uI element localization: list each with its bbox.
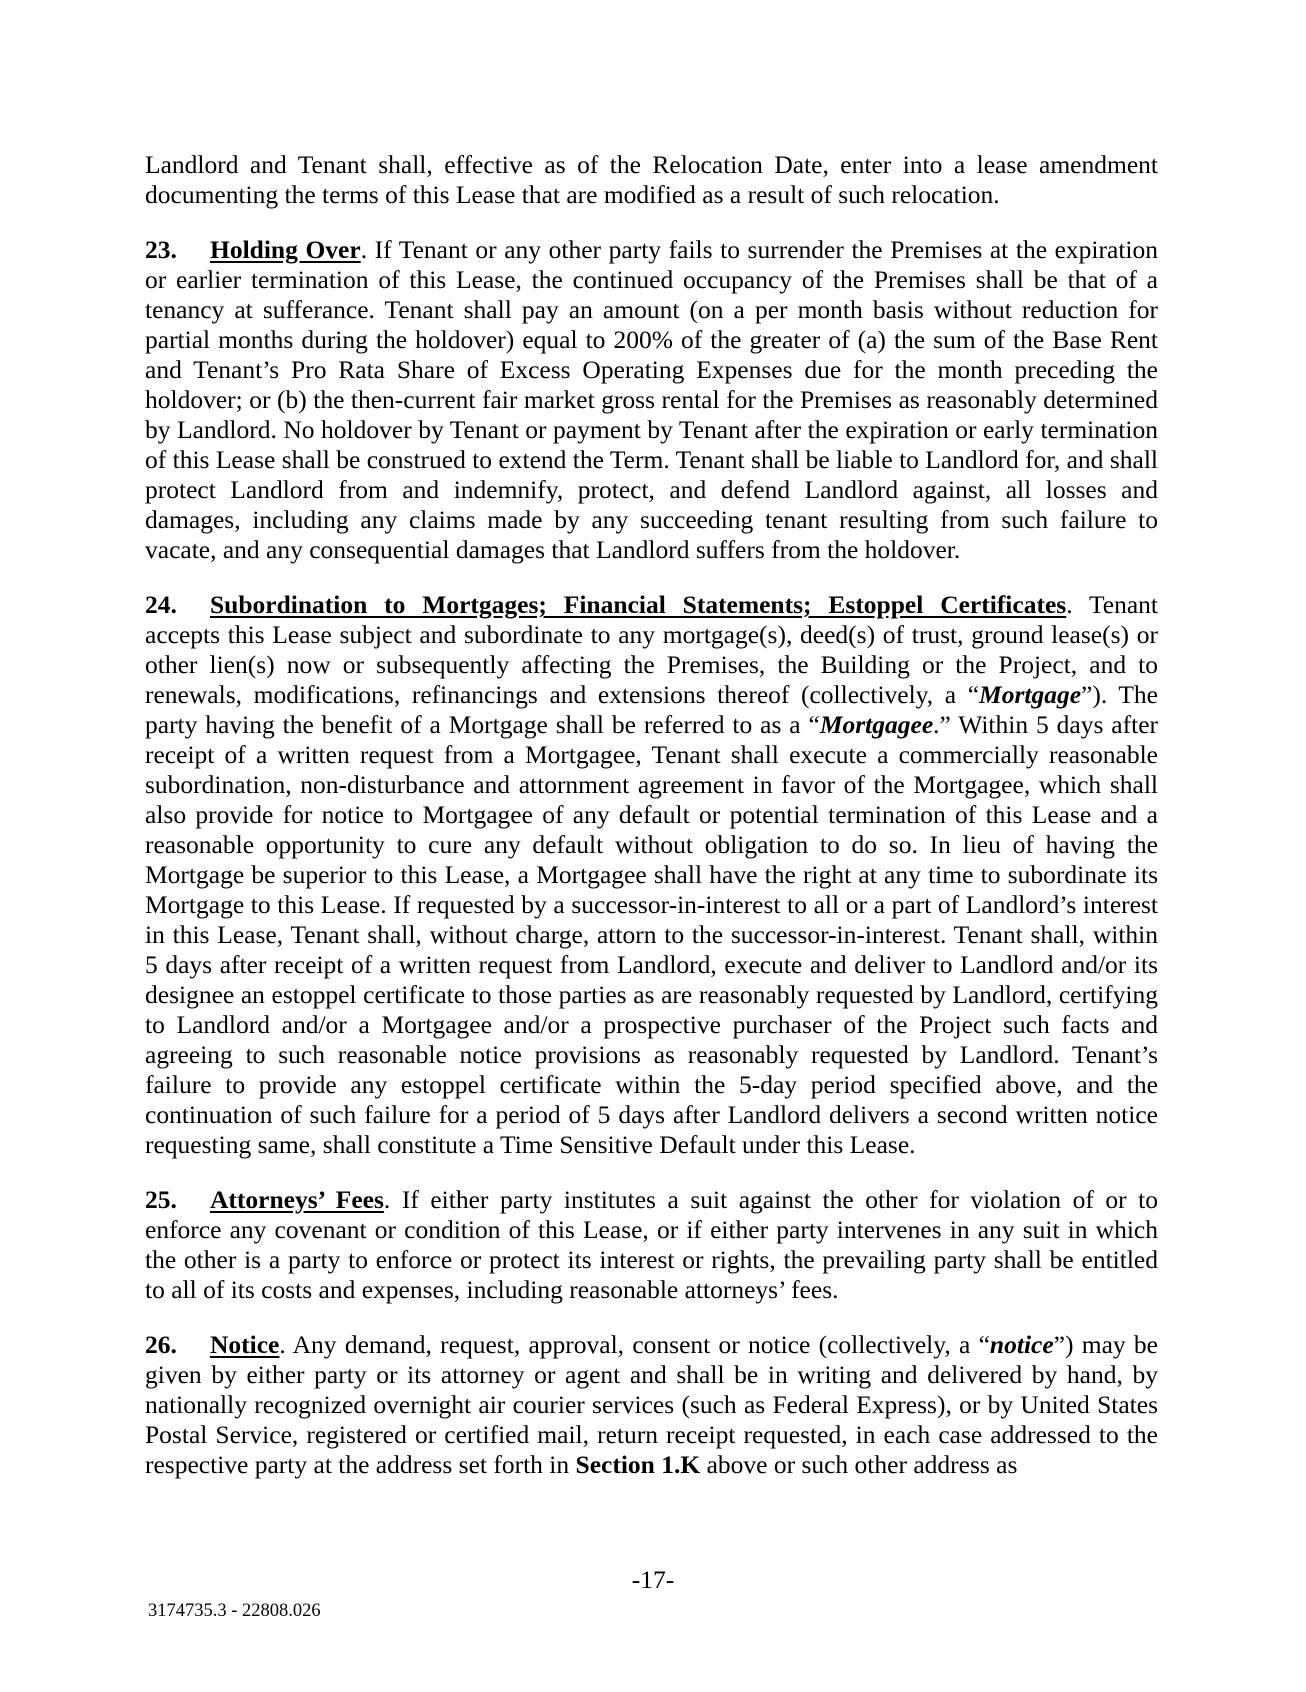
section-26-notice: [145, 1330, 1158, 1480]
text-run: Landlord and Tenant shall, effective as of the Relocation Date, enter into a lease amendment documenting the terms of this Lease that are modified as a result of such relocation.: [145, 150, 1158, 209]
text-run: above or such other address as: [700, 1450, 1018, 1479]
text-run: . Tenant accepts this Lease subject and subordinate to any mortgage(s), deed(s) of trust, ground lease(s) or other lien(s) now or subsequently affecting the Premises, the Building or the Project, and to renewals, modifications, refinancings and extensions thereof (collectively, a “: [145, 590, 1158, 709]
para-relocation-continuation: [145, 150, 1158, 210]
page-number: -17-: [631, 1565, 675, 1594]
text-run: notice: [989, 1330, 1054, 1359]
text-run: Section 1.K: [575, 1450, 701, 1479]
document-body: [145, 150, 1158, 1480]
section-number: 26.: [145, 1330, 177, 1359]
text-run: . If either party institutes a suit against the other for violation of or to enforce any covenant or condition of this Lease, or if either party intervenes in any suit in which the other is a party to enforce or protect its interest or rights, the prevailing party shall be entitled to all of its costs and expenses, including reasonable attorneys’ fees.: [145, 1185, 1158, 1304]
text-run: Mortgage: [979, 680, 1082, 709]
section-heading: Attorneys’ Fees: [210, 1185, 384, 1214]
document-id-footer: 3174735.3 - 22808.026: [148, 1601, 321, 1621]
text-run: ”). The party having the benefit of a Mortgage shall be referred to as a “: [145, 680, 1158, 739]
text-run: ”) may be given by either party or its attorney or agent and shall be in writing and delivered by hand, by nationally recognized overnight air courier services (such as Federal Express), or by United States Postal Service, registered or certified mail, return receipt requested, in each case addressed to the respective party at the address set forth in: [145, 1330, 1158, 1479]
text-run: .” Within 5 days after receipt of a written request from a Mortgagee, Tenant shall execute a commercially reasonable subordination, non-disturbance and attornment agreement in favor of the Mortgagee, which shall also provide for notice to Mortgagee of any default or potential termination of this Lease and a reasonable opportunity to cure any default without obligation to do so. In lieu of having the Mortgage be superior to this Lease, a Mortgagee shall have the right at any time to subordinate its Mortgage to this Lease. If requested by a successor-in-interest to all or a part of Landlord’s interest in this Lease, Tenant shall, without charge, attorn to the successor-in-interest. Tenant shall, within 5 days after receipt of a written request from Landlord, execute and deliver to Landlord and/or its designee an estoppel certificate to those parties as are reasonably requested by Landlord, certifying to Landlord and/or a Mortgagee and/or a prospective purchaser of the Project such facts and agreeing to such reasonable notice provisions as reasonably requested by Landlord. Tenant’s failure to provide any estoppel certificate within the 5-day period specified above, and the continuation of such failure for a period of 5 days after Landlord delivers a second written notice requesting same, shall constitute a Time Sensitive Default under this Lease.: [145, 710, 1159, 1159]
section-23-holding-over: [145, 235, 1158, 565]
text-run: . Any demand, request, approval, consent or notice (collectively, a “: [279, 1330, 990, 1359]
section-heading: Holding Over: [210, 235, 361, 264]
section-heading: Subordination to Mortgages; Financial Statements; Estoppel Certificates: [210, 590, 1067, 619]
text-run: Mortgagee: [819, 710, 934, 739]
section-number: 25.: [145, 1185, 177, 1214]
section-24-subordination-to-mortgages: [145, 590, 1158, 1160]
section-number: 23.: [145, 235, 177, 264]
section-heading: Notice: [210, 1330, 280, 1359]
section-25-attorneys-fees: [145, 1185, 1158, 1305]
section-number: 24.: [145, 590, 177, 619]
text-run: . If Tenant or any other party fails to surrender the Premises at the expiration or earlier termination of this Lease, the continued occupancy of the Premises shall be that of a tenancy at sufferance. Tenant shall pay an amount (on a per month basis without reduction for partial months during the holdover) equal to 200% of the greater of (a) the sum of the Base Rent and Tenant’s Pro Rata Share of Excess Operating Expenses due for the month preceding the holdover; or (b) the then-current fair market gross rental for the Premises as reasonably determined by Landlord. No holdover by Tenant or payment by Tenant after the expiration or early termination of this Lease shall be construed to extend the Term. Tenant shall be liable to Landlord for, and shall protect Landlord from and indemnify, protect, and defend Landlord against, all losses and damages, including any claims made by any succeeding tenant resulting from such failure to vacate, and any consequential damages that Landlord suffers from the holdover.: [145, 235, 1158, 564]
